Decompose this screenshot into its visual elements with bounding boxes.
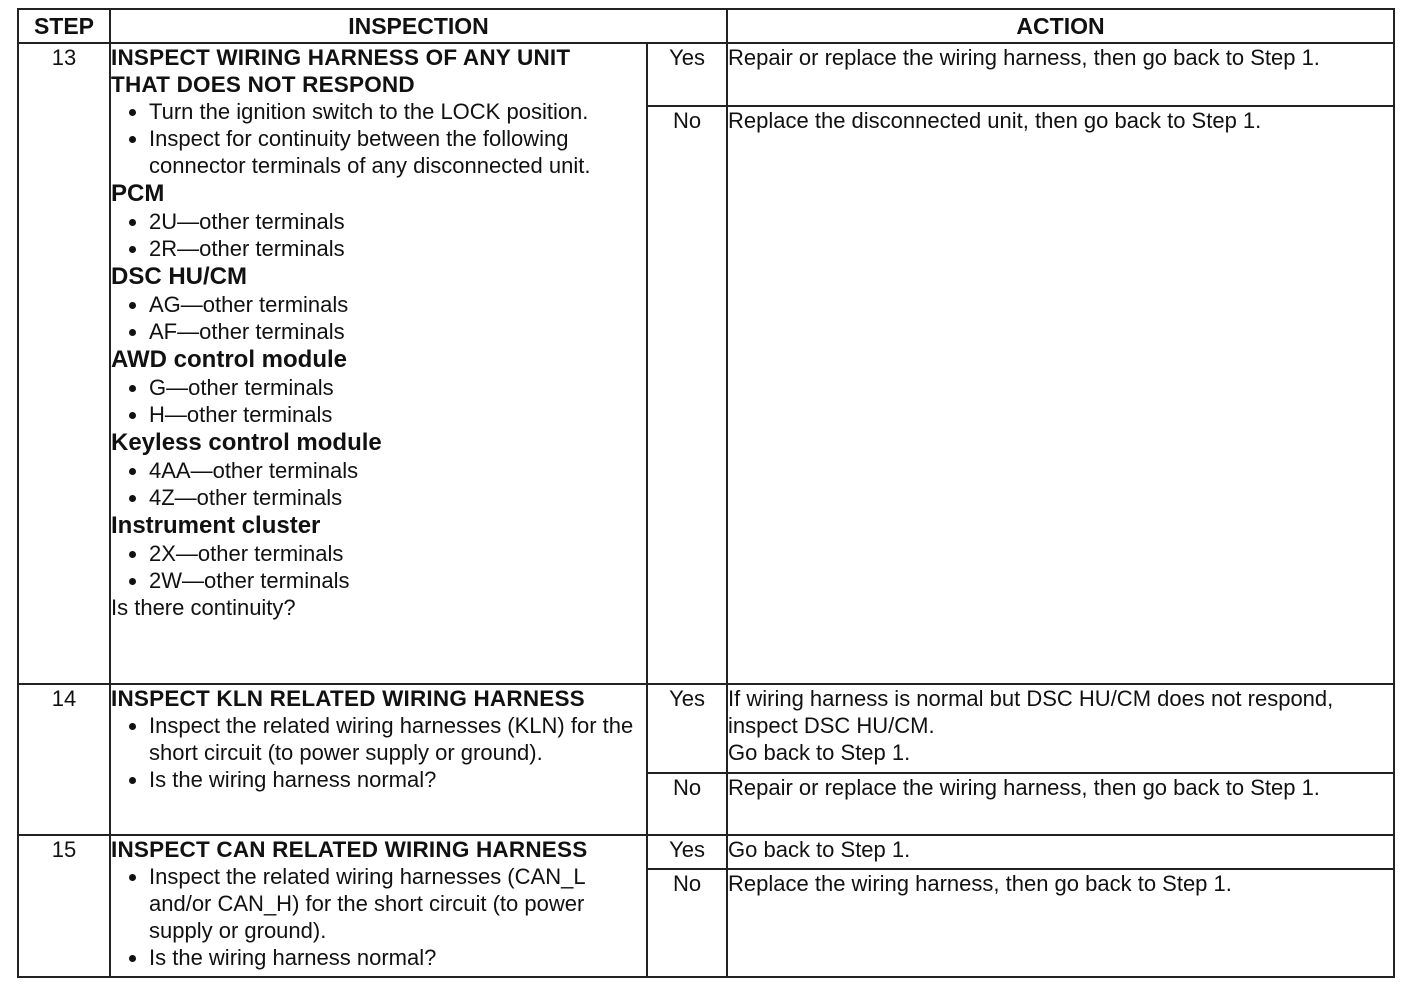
inspection-title: INSPECT WIRING HARNESS OF ANY UNIT THAT DOES NOT RESPOND [111,45,571,97]
group-title: PCM [111,180,165,207]
table-row [18,43,1394,106]
yes-action: Go back to Step 1. [727,835,1394,869]
header-step: STEP [18,9,110,43]
step-number: 15 [18,835,110,977]
inspection-bullets [111,712,646,793]
header-action: ACTION [727,9,1394,43]
list-item: • AF—other terminals [149,318,646,345]
inspection-cell [110,835,647,977]
yes-label: Yes [647,835,727,869]
list-item: • Inspect for continuity between the following connector terminals of any disconnected unit. [149,125,646,179]
no-label: No [647,869,727,977]
list-item: • Turn the ignition switch to the LOCK position. [149,98,646,125]
list-item: • 4Z—other terminals [149,484,646,511]
list-item: • Is the wiring harness normal? [149,766,646,793]
group-title: AWD control module [111,346,347,373]
header-row [18,9,1394,43]
diagnostic-table [17,8,1395,978]
table-row [18,684,1394,773]
inspection-bullets [111,98,646,179]
no-label: No [647,106,727,684]
list-item: • 2X—other terminals [149,540,646,567]
list-item: • 4AA—other terminals [149,457,646,484]
list-item: • H—other terminals [149,401,646,428]
no-label: No [647,773,727,835]
inspection-cell [110,684,647,835]
list-item: • 2W—other terminals [149,567,646,594]
inspection-cell [110,43,647,684]
header-inspection: INSPECTION [110,9,727,43]
list-item: • 2R—other terminals [149,235,646,262]
list-item: • AG—other terminals [149,291,646,318]
no-action: Repair or replace the wiring harness, then go back to Step 1. [727,773,1394,835]
yes-action: Repair or replace the wiring harness, then go back to Step 1. [727,43,1394,106]
step-number: 13 [18,43,110,684]
group-title: Instrument cluster [111,512,321,539]
table-row [18,835,1394,869]
list-item: • Inspect the related wiring harnesses (KLN) for the short circuit (to power supply or ground). [149,712,646,766]
no-action: Replace the disconnected unit, then go back to Step 1. [727,106,1394,684]
inspection-bullets [111,863,646,971]
list-item: • Inspect the related wiring harnesses (CAN_L and/or CAN_H) for the short circuit (to power supply or ground). [149,863,646,944]
yes-action: If wiring harness is normal but DSC HU/CM does not respond, inspect DSC HU/CM. Go back to Step 1. [727,684,1394,773]
yes-label: Yes [647,684,727,773]
list-item: • Is the wiring harness normal? [149,944,646,971]
list-item: • G—other terminals [149,374,646,401]
inspection-title: INSPECT CAN RELATED WIRING HARNESS [111,837,588,862]
list-item: • 2U—other terminals [149,208,646,235]
group-title: DSC HU/CM [111,263,247,290]
step-number: 14 [18,684,110,835]
inspection-question: Is there continuity? [111,595,296,620]
yes-label: Yes [647,43,727,106]
inspection-title: INSPECT KLN RELATED WIRING HARNESS [111,686,585,711]
no-action: Replace the wiring harness, then go back to Step 1. [727,869,1394,977]
group-title: Keyless control module [111,429,382,456]
